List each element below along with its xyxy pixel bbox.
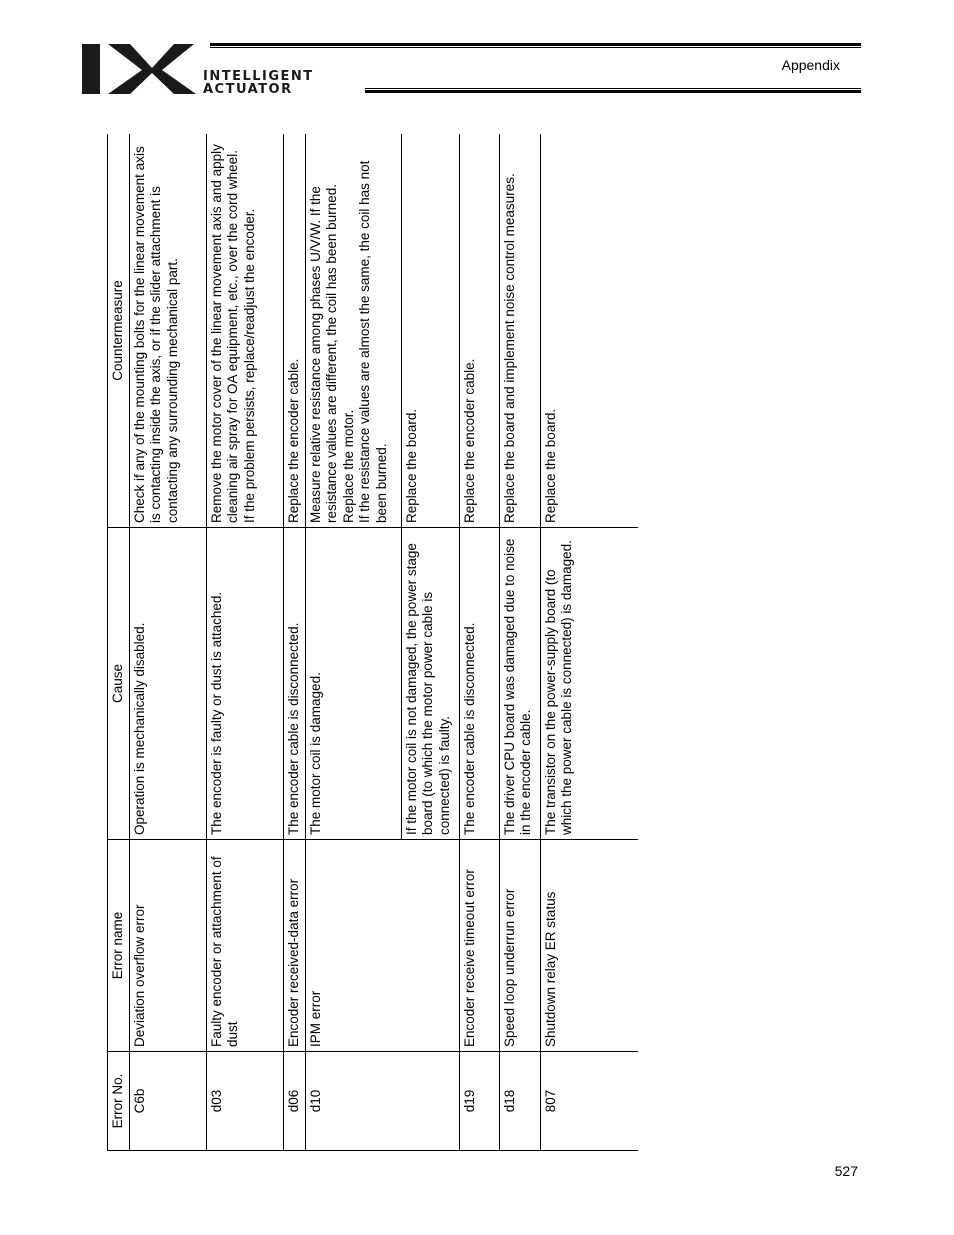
error-table — [107, 134, 638, 1151]
countermeasure-cell — [207, 134, 284, 528]
header-cause: Cause — [108, 528, 130, 840]
error-no-cell: d19 — [460, 1052, 500, 1151]
cause-cell: If the motor coil is not damaged, the power stage board (to which the motor power cable is connected) is faulty. — [402, 528, 460, 840]
error-no-cell: d18 — [500, 1052, 541, 1151]
countermeasure-line: If the resistance values are almost the same, the coil has not been burned. — [357, 160, 389, 523]
table-row — [500, 134, 541, 1151]
countermeasure-line: If the problem persists, replace/readjust the encoder. — [241, 208, 257, 523]
cause-cell: The encoder cable is disconnected. — [460, 528, 500, 840]
countermeasure-cell: Replace the board. — [541, 134, 639, 528]
header-rule-bottom — [365, 88, 861, 93]
error-name-cell: IPM error — [306, 840, 460, 1052]
cause-cell: The transistor on the power-supply board (to which the power cable is connected) is damaged. — [541, 528, 639, 840]
table-header-row — [108, 134, 130, 1151]
error-no-cell: d10 — [306, 1052, 460, 1151]
table-row — [130, 134, 207, 1151]
page-number: 527 — [834, 1163, 858, 1179]
cause-cell: The encoder cable is disconnected. — [284, 528, 306, 840]
logo-line2: ACTUATOR — [203, 82, 293, 97]
error-table-container — [107, 134, 638, 1151]
countermeasure-cell: Replace the board and implement noise control measures. — [500, 134, 541, 528]
table-row — [284, 134, 306, 1151]
error-name-cell: Faulty encoder or attachment of dust — [207, 840, 284, 1052]
error-no-cell: d03 — [207, 1052, 284, 1151]
header-rule-top — [210, 43, 861, 48]
error-name-cell: Deviation overflow error — [130, 840, 207, 1052]
countermeasure-cell: Replace the encoder cable. — [284, 134, 306, 528]
error-no-cell: 807 — [541, 1052, 639, 1151]
cause-cell: Operation is mechanically disabled. — [130, 528, 207, 840]
countermeasure-cell — [306, 134, 402, 528]
countermeasure-line: Measure relative resistance among phases U/V/W. If the resistance values are different, the coil has been burned. Replace the motor. — [308, 184, 356, 523]
ix-logo-graphic — [80, 42, 380, 98]
error-no-cell: d06 — [284, 1052, 306, 1151]
brand-logo — [80, 42, 380, 98]
cause-cell: The driver CPU board was damaged due to noise in the encoder cable. — [500, 528, 541, 840]
error-name-cell: Shutdown relay ER status — [541, 840, 639, 1052]
error-name-cell: Speed loop underrun error — [500, 840, 541, 1052]
countermeasure-line: Remove the motor cover of the linear movement axis and apply cleaning air spray for OA equipment, etc., over the cord wheel. — [209, 144, 241, 523]
header-error-name: Error name — [108, 840, 130, 1052]
header-countermeasure: Countermeasure — [108, 134, 130, 528]
error-name-cell: Encoder receive timeout error — [460, 840, 500, 1052]
table-row — [306, 134, 402, 1151]
countermeasure-cell: Replace the encoder cable. — [460, 134, 500, 528]
logo-line1: INTELLIGENT — [203, 69, 314, 84]
cause-cell: The encoder is faulty or dust is attached. — [207, 528, 284, 840]
cause-cell: The motor coil is damaged. — [306, 528, 402, 840]
table-row — [207, 134, 284, 1151]
countermeasure-cell: Check if any of the mounting bolts for the linear movement axis is contacting inside the axis, or if the slider attachment is contacting any surrounding mechanical part. — [130, 134, 207, 528]
section-title: Appendix — [781, 57, 840, 73]
header-error-no: Error No. — [108, 1052, 130, 1151]
countermeasure-cell: Replace the board. — [402, 134, 460, 528]
error-name-cell: Encoder received-data error — [284, 840, 306, 1052]
error-no-cell: C6b — [130, 1052, 207, 1151]
table-row — [460, 134, 500, 1151]
error-table-rotated — [107, 134, 638, 1151]
table-row — [541, 134, 639, 1151]
